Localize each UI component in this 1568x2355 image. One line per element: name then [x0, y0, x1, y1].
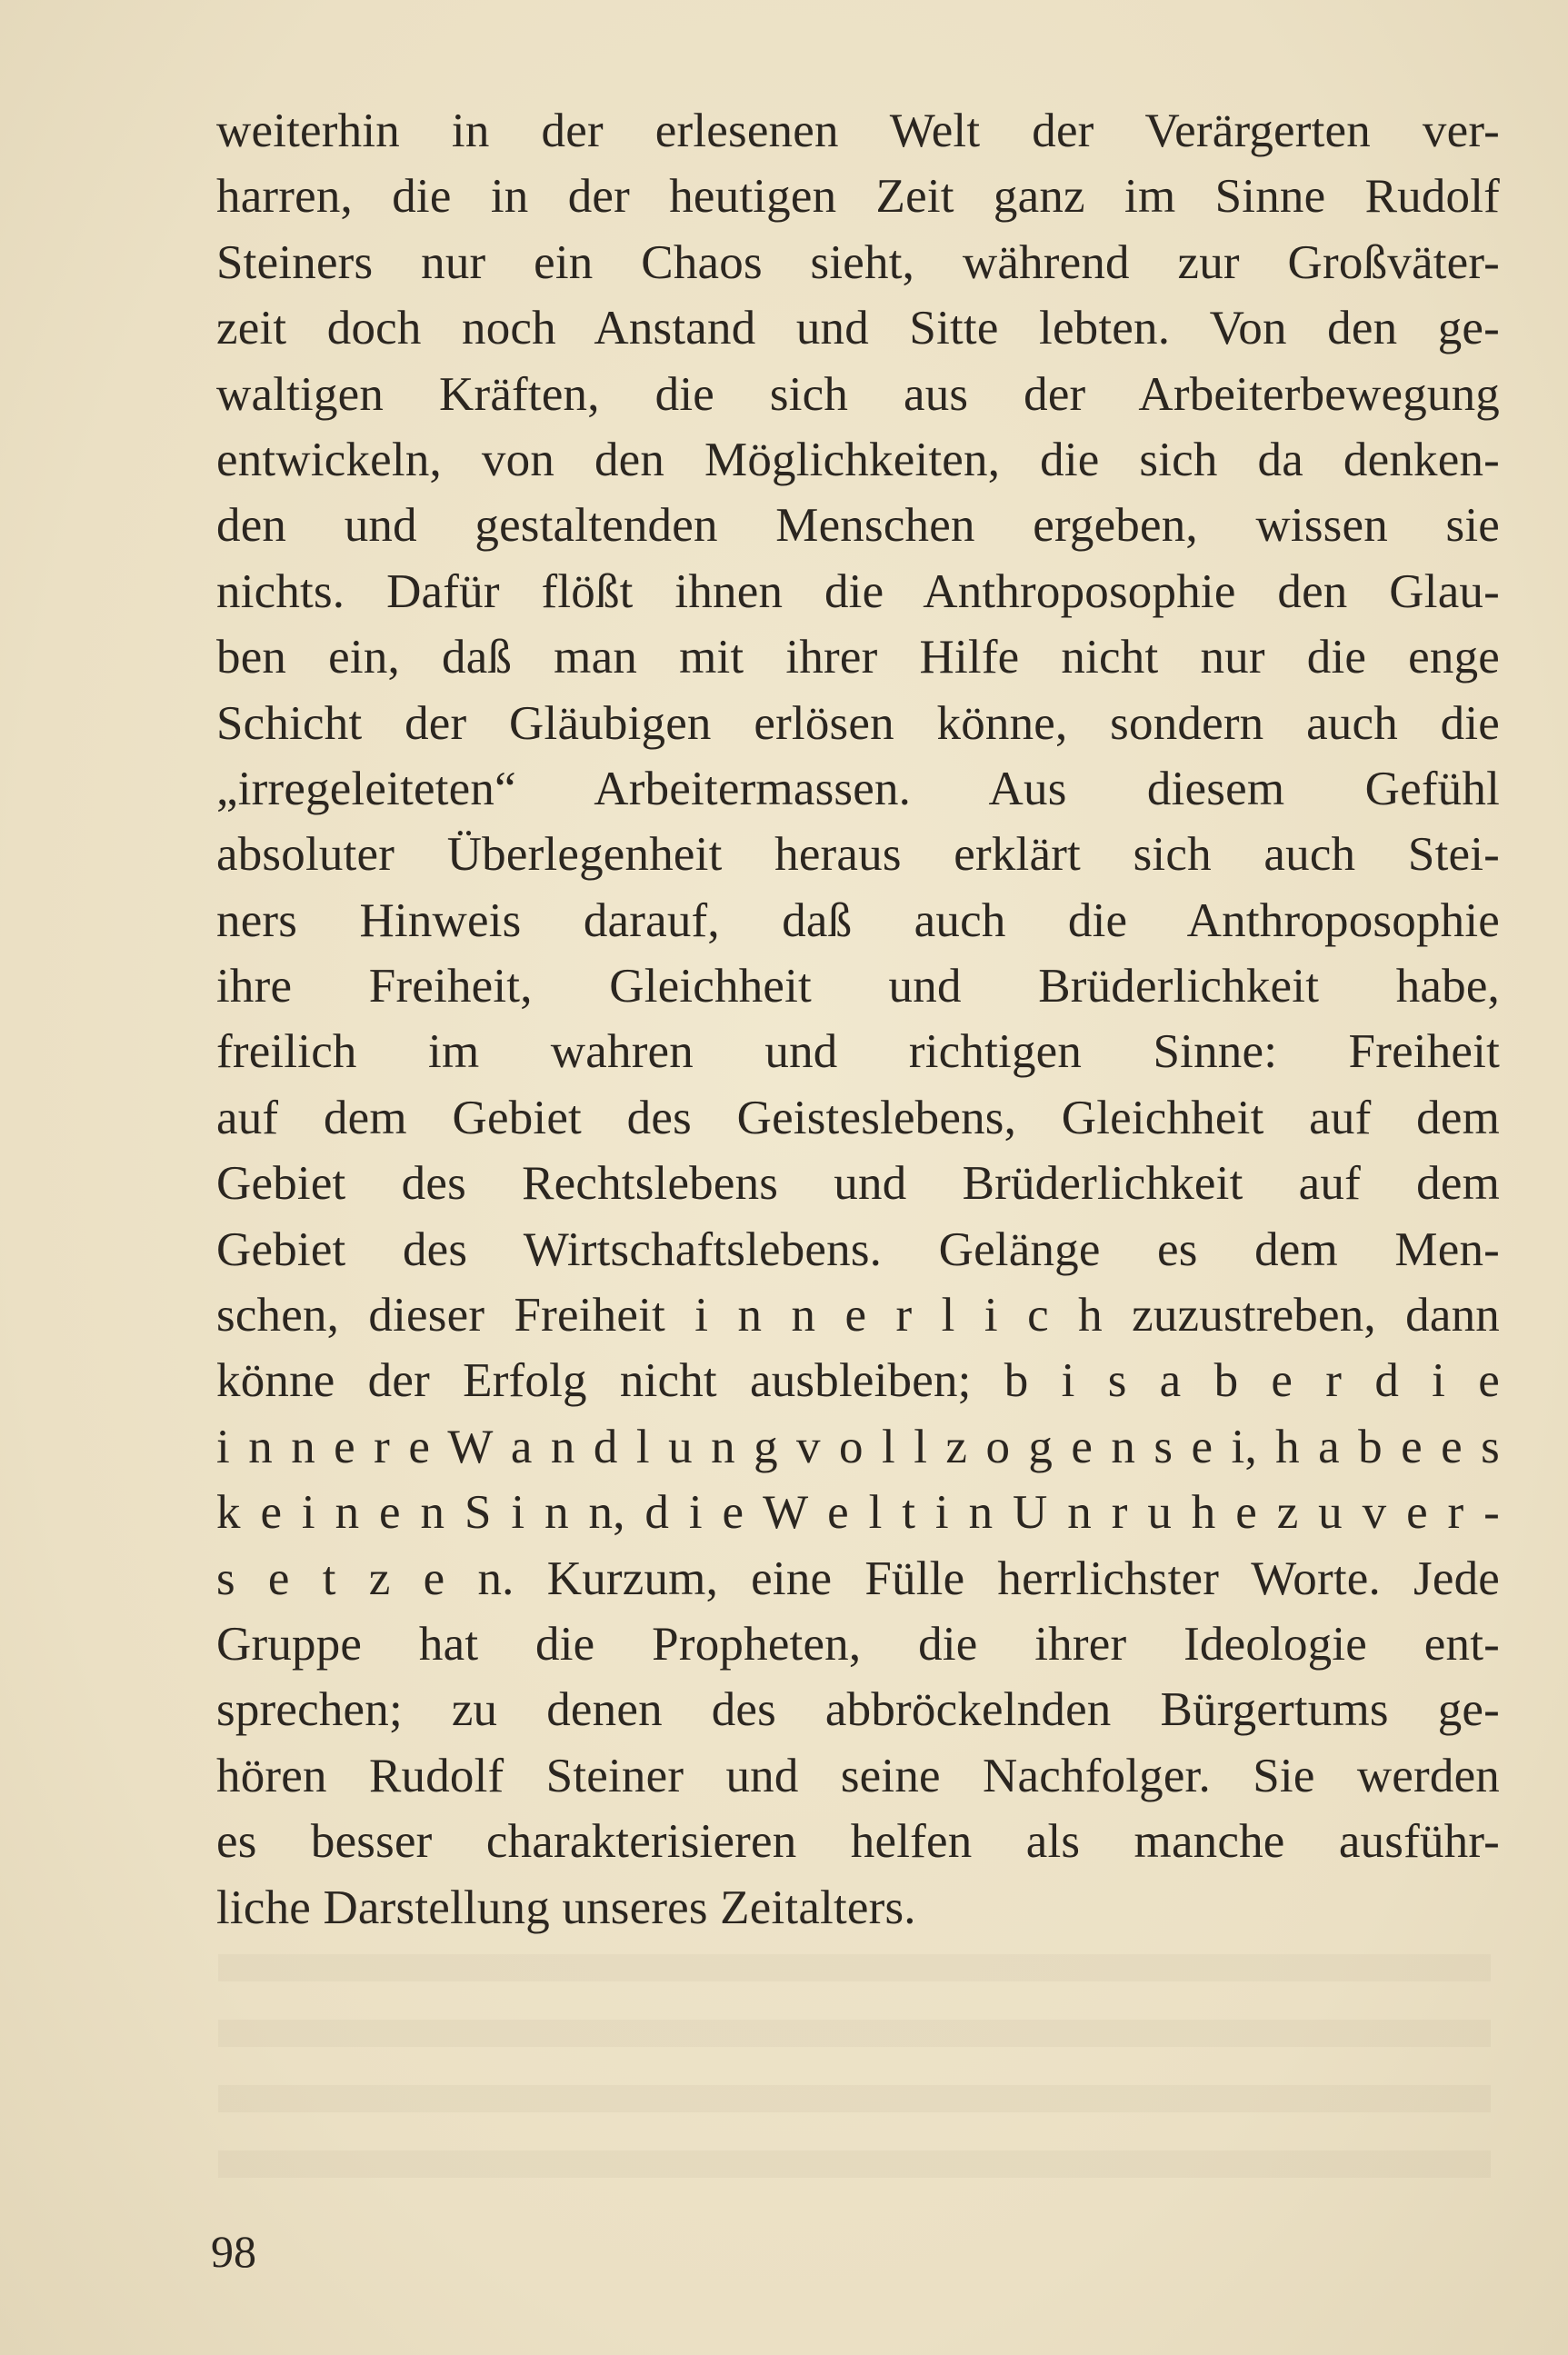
text-line: ihre Freiheit, Gleichheit und Brüderlichkeit habe, — [216, 960, 1500, 1013]
text-line: ben ein, daß man mit ihrer Hilfe nicht nur die enge — [216, 631, 1500, 684]
show-through-texture — [218, 1954, 1491, 2190]
text-line: Gebiet des Rechtslebens und Brüderlichkeit auf dem — [216, 1157, 1500, 1211]
text-line: ners Hinweis darauf, daß auch die Anthroposophie — [216, 893, 1500, 947]
text-line: hören Rudolf Steiner und seine Nachfolger. Sie werden — [216, 1749, 1500, 1802]
text-line: freilich im wahren und richtigen Sinne: Freiheit — [216, 1025, 1500, 1079]
text-line: k e i n e n S i n n, d i e W e l t i n U n r u h e z u v e r - — [216, 1486, 1500, 1540]
text-line: schen, dieser Freiheit i n n e r l i c h zuzustreben, dann — [216, 1289, 1500, 1342]
text-line: harren, die in der heutigen Zeit ganz im Sinne Rudolf — [216, 170, 1500, 224]
body-text — [216, 98, 1500, 1941]
text-line: liche Darstellung unseres Zeitalters. — [216, 1881, 916, 1934]
text-line: den und gestaltenden Menschen ergeben, wissen sie — [216, 499, 1500, 553]
text-line: zeit doch noch Anstand und Sitte lebten. Von den ge- — [216, 302, 1500, 355]
text-line: absoluter Überlegenheit heraus erklärt sich auch Stei- — [216, 828, 1500, 882]
text-line: nichts. Dafür flößt ihnen die Anthroposophie den Glau- — [216, 564, 1500, 618]
text-line: sprechen; zu denen des abbröckelnden Bürgertums ge- — [216, 1683, 1500, 1737]
text-line: i n n e r e W a n d l u n g v o l l z o g e n s e i, h a b e e s — [216, 1420, 1500, 1473]
text-line: Schicht der Gläubigen erlösen könne, sondern auch die — [216, 696, 1500, 750]
text-line: Gebiet des Wirtschaftslebens. Gelänge es dem Men- — [216, 1222, 1500, 1276]
text-line: Steiners nur ein Chaos sieht, während zur Großväter- — [216, 235, 1500, 289]
text-line: s e t z e n. Kurzum, eine Fülle herrlichster Worte. Jede — [216, 1552, 1500, 1605]
page-number: 98 — [211, 2226, 256, 2277]
text-line: es besser charakterisieren helfen als manche ausführ- — [216, 1815, 1500, 1869]
text-line: „irregeleiteten“ Arbeitermassen. Aus diesem Gefühl — [216, 762, 1500, 815]
text-line: könne der Erfolg nicht ausbleiben; b i s a b e r d i e — [216, 1354, 1500, 1408]
text-line: entwickeln, von den Möglichkeiten, die sich da denken- — [216, 433, 1500, 486]
text-line: weiterhin in der erlesenen Welt der Verärgerten ver- — [216, 105, 1500, 157]
text-line: auf dem Gebiet des Geisteslebens, Gleichheit auf dem — [216, 1091, 1500, 1144]
text-line: waltigen Kräften, die sich aus der Arbeiterbewegung — [216, 367, 1500, 421]
text-line: Gruppe hat die Propheten, die ihrer Ideologie ent- — [216, 1617, 1500, 1671]
